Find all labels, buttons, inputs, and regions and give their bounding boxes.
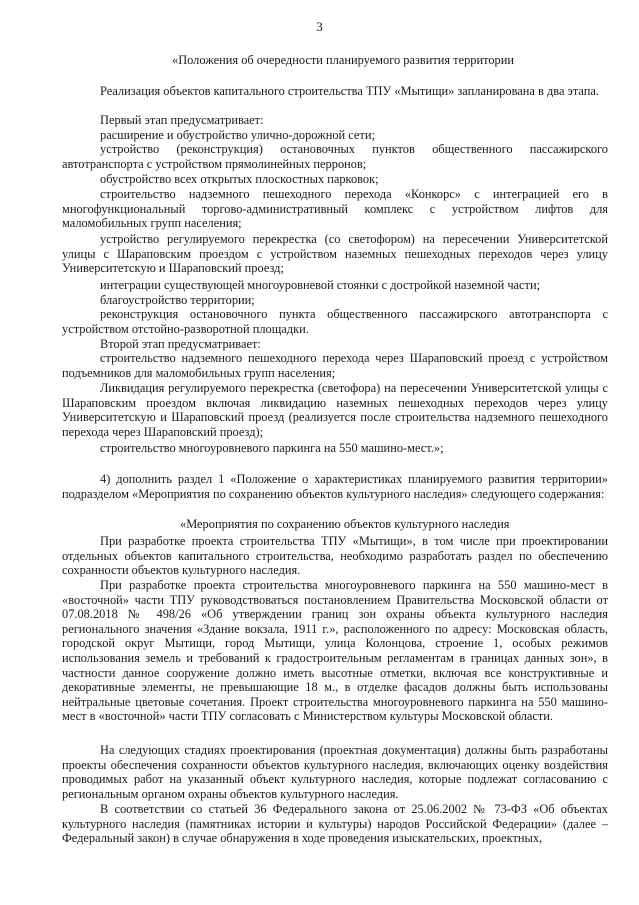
heritage-paragraph: На следующих стадиях проектирования (проектная документация) должны быть разработаны проекты обеспечения сохранности объектов культурного наследия, включающих оценку воздействия проводимых работ на указанный объект культурного наследия, которые подлежат согласованию с региональным органом охраны объектов культурного наследия. <box>62 743 608 801</box>
stage1-item: расширение и обустройство улично-дорожной сети; <box>100 128 375 142</box>
page-number: 3 <box>316 19 323 34</box>
amendment-paragraph: 4) дополнить раздел 1 «Положение о характеристиках планируемого развития территории» подразделом «Мероприятия по сохранению объектов культурного наследия» следующего содержания: <box>62 472 608 501</box>
stage2-item: строительство надземного пешеходного перехода через Шараповский проезд с устройством подъемников для маломобильных групп населения; <box>62 351 608 380</box>
stage1-item: устройство регулируемого перекрестка (со светофором) на пересечении Университетской улицы с Шараповским проездом с устройством наземных пешеходных переходов через улицу Университетскую и Шараповский проезд; <box>62 232 608 276</box>
intro-paragraph: Реализация объектов капитального строительства ТПУ «Мытищи» запланирована в два этапа. <box>100 84 600 98</box>
stage2-item: Ликвидация регулируемого перекрестка (светофора) на пересечении Университетской улицы с Шараповским проездом включая ликвидацию наземных пешеходных переходов через улицу Университетскую и Шараповский проезд (реализуется после строительства надземного пешеходного перехода через Шараповский проезд); <box>62 381 608 439</box>
stage1-item: устройство (реконструкция) остановочных пунктов общественного пассажирского автотранспорта с устройством прямолинейных перронов; <box>62 142 608 171</box>
stage1-title: Первый этап предусматривает: <box>100 113 264 127</box>
section-heading-sequence: «Положения об очередности планируемого развития территории <box>172 53 515 67</box>
stage1-item: благоустройство территории; <box>100 293 255 307</box>
heritage-paragraph: В соответствии со статьей 36 Федерального закона от 25.06.2002 № 73-ФЗ «Об объектах культурного наследия (памятниках истории и культуры) народов Российской Федерации» (далее – Федеральный закон) в случае обнаружения в ходе проведения изыскательских, проектных, <box>62 802 608 846</box>
heritage-paragraph: При разработке проекта строительства ТПУ «Мытищи», в том числе при проектировании отдельных объектов капитального строительства, необходимо разработать раздел по обеспечению сохранности объектов культурного наследия. <box>62 534 608 578</box>
stage1-item: интеграции существующей многоуровневой стоянки с достройкой наземной части; <box>100 278 541 292</box>
stage1-item: строительство надземного пешеходного перехода «Конкорс» с интеграцией его в многофункциональный торгово-административный комплекс с устройством лифтов для маломобильных групп населения; <box>62 187 608 231</box>
heritage-paragraph: При разработке проекта строительства многоуровневого паркинга на 550 машино-мест в «восточной» части ТПУ руководствоваться постановлением Правительства Московской области от 07.08.2018 № 498/26 «Об утверждении границ зон охраны объекта культурного наследия регионального значения «Здание вокзала, 1911 г.», расположенного по адресу: Московская область, городской округ Мытищи, город Мытищи, улица Колонцова, строение 1, особых режимов использования земель и требований к градостроительным регламентам в границах данных зон», в частности данное сооружение должно иметь высотные отметки, включая все конструктивные и декоративные элементы, не превышающие 18 м., в отделке фасадов должны быть использованы нейтральные цветовые сочетания. Проект строительства многоуровневого паркинга на 550 машино-мест в «восточной» части ТПУ согласовать с Министерством культуры Московской области. <box>62 578 608 724</box>
stage2-item: строительство многоуровневого паркинга на 550 машино-мест.»; <box>100 441 444 455</box>
section-heading-heritage: «Мероприятия по сохранению объектов культурного наследия <box>180 517 510 531</box>
stage1-item: реконструкция остановочного пункта общественного пассажирского автотранспорта с устройством отстойно-разворотной площадки. <box>62 307 608 336</box>
stage1-item: обустройство всех открытых плоскостных парковок; <box>100 172 379 186</box>
stage2-title: Второй этап предусматривает: <box>100 337 261 351</box>
